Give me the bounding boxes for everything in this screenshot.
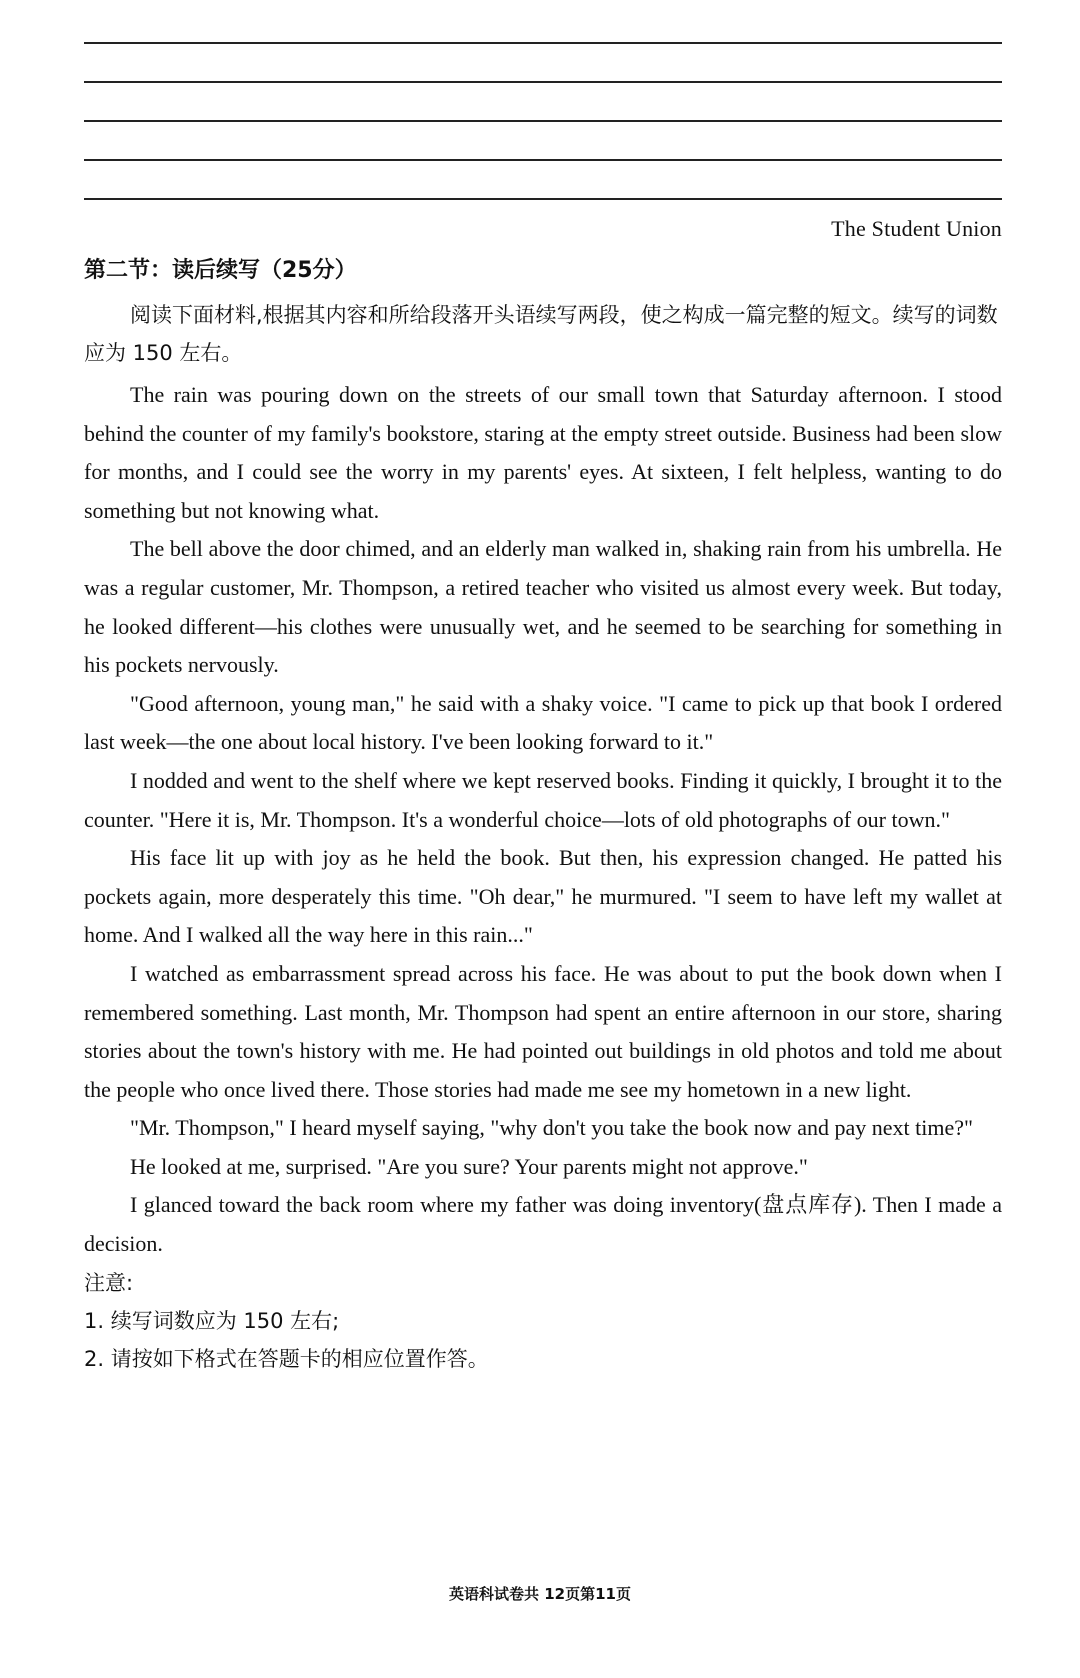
notes <box>84 1264 1002 1378</box>
letter-signature: The Student Union <box>831 216 1002 241</box>
passage-paragraph: The bell above the door chimed, and an elderly man walked in, shaking rain from his umbrella. He was a regular customer, Mr. Thompson, a retired teacher who visited us almost every week. But today, he looked different—his clothes were unusually wet, and he seemed to be searching for something in his pockets nervously. <box>84 536 1002 678</box>
reading-passage <box>84 376 1002 1264</box>
answer-line <box>84 159 1002 161</box>
page-footer: 英语科试卷共 12页第11页 <box>449 1585 631 1603</box>
passage-paragraph: He looked at me, surprised. "Are you sure? Your parents might not approve." <box>130 1153 808 1179</box>
note-item: 1. 续写词数应为 150 左右; <box>84 1308 340 1333</box>
passage-paragraph: His face lit up with joy as he held the book. But then, his expression changed. He patted his pockets again, more desperately this time. "Oh dear," he murmured. "I seem to have left my wallet at home. And I walked all the way here in this rain..." <box>84 845 1002 948</box>
passage-paragraph: I glanced toward the back room where my father was doing inventory(盘点库存). Then I made a decision. <box>84 1192 1002 1257</box>
note-item: 2. 请按如下格式在答题卡的相应位置作答。 <box>84 1346 489 1371</box>
passage-paragraph: The rain was pouring down on the streets of our small town that Saturday afternoon. I stood behind the counter of my family's bookstore, staring at the empty street outside. Business had been slow for months, and I could see the worry in my parents' eyes. At sixteen, I felt helpless, wanting to do something but not knowing what. <box>84 382 1002 523</box>
section-two <box>84 256 1002 1378</box>
answer-line <box>84 120 1002 122</box>
answer-line <box>84 198 1002 200</box>
answer-line <box>84 42 1002 44</box>
passage-paragraph: I nodded and went to the shelf where we kept reserved books. Finding it quickly, I brought it to the counter. "Here it is, Mr. Thompson. It's a wonderful choice—lots of old photographs of our town." <box>84 767 1002 832</box>
passage-paragraph: I watched as embarrassment spread across his face. He was about to put the book down when I remembered something. Last month, Mr. Thompson had spent an entire afternoon in our store, sharing stories about the town's history with me. He had pointed out buildings in old photos and told me about the people who once lived there. Those stories had made me see my hometown in a new light. <box>84 960 1002 1102</box>
notes-label: 注意: <box>84 1270 134 1295</box>
passage-paragraph: "Good afternoon, young man," he said with a shaky voice. "I came to pick up that book I ordered last week—the one about local history. I've been looking forward to it." <box>84 690 1002 755</box>
exam-page <box>84 0 1002 1371</box>
answer-lines <box>84 0 1002 216</box>
passage-paragraph: "Mr. Thompson," I heard myself saying, "why don't you take the book now and pay next time?" <box>130 1115 973 1141</box>
answer-line <box>84 81 1002 83</box>
section-instruction: 阅读下面材料,根据其内容和所给段落开头语续写两段，使之构成一篇完整的短文。续写的词数应为 150 左右。 <box>84 303 998 365</box>
section-heading: 第二节：读后续写（25分） <box>84 258 357 283</box>
